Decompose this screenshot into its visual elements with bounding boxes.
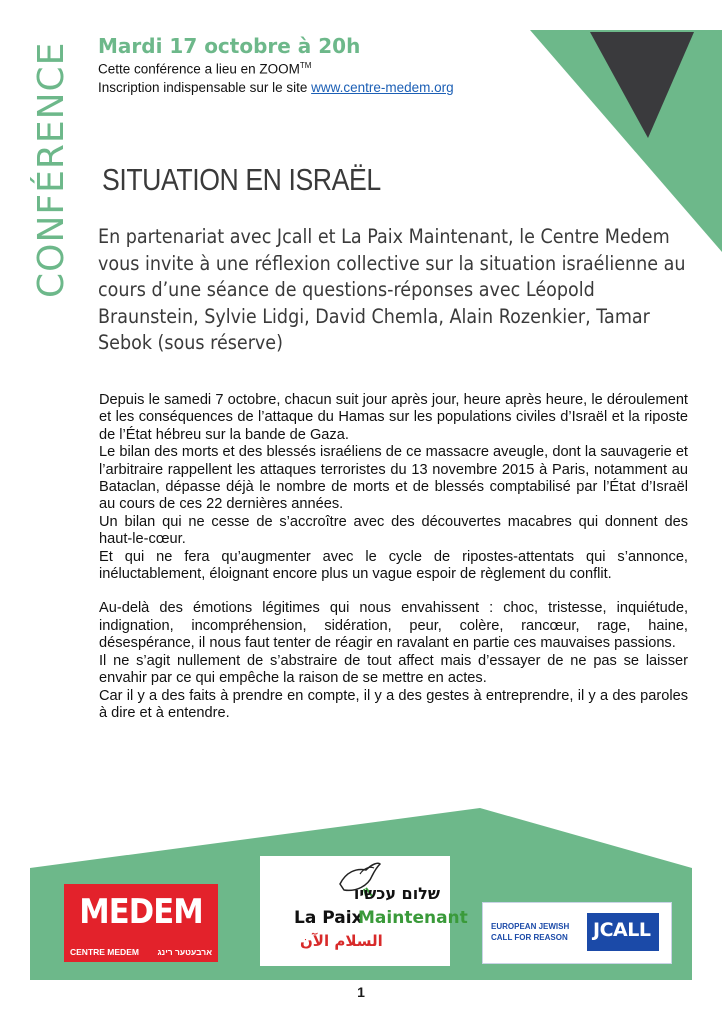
paragraph: Car il y a des faits à prendre en compte, il y a des gestes à entreprendre, il y a des paroles à dire et à entendre. xyxy=(99,687,688,721)
jcall-mark xyxy=(587,913,659,951)
paragraph: Au-delà des émotions légitimes qui nous envahissent : choc, tristesse, inquiétude, indignation, incompréhension, sidération, peur, colère, rancœur, rage, haine, désespérance, il nous faut tenter de réagir en ravalant en partie ces mauvaises passions. xyxy=(99,600,688,652)
paix-arabic: السلام الآن xyxy=(300,932,383,950)
page-title: SITUATION EN ISRAËL xyxy=(102,162,381,197)
intro-paragraph: En partenariat avec Jcall et La Paix Maintenant, le Centre Medem vous invite à une réflexion collective sur la situation israélienne au cours d’une séance de questions-réponses avec Léopold Braunstein, Sylvie Lidgi, David Chemla, Alain Rozenkier, Tamar Sebok (sous réserve) xyxy=(98,225,686,354)
paragraph: Il ne s’agit nullement de s’abstraire de tout affect mais d’essayer de ne pas se laisser envahir par ce qui empêche la raison de se mettre en actes. xyxy=(99,652,688,687)
jcall-logo xyxy=(482,902,672,964)
registration-text: Inscription indispensable sur le site xyxy=(98,80,312,95)
medem-logo-caption: CENTRE MEDEM xyxy=(70,947,139,957)
medem-logo xyxy=(64,884,218,962)
paix-hebrew: שלום עכשיו xyxy=(353,884,440,903)
zoom-text: Cette conférence a lieu en ZOOM xyxy=(98,61,300,77)
jcall-mark-text: JCALL xyxy=(593,919,651,941)
jcall-line1: EUROPEAN JEWISH xyxy=(491,922,570,931)
white-notch-bottom-right xyxy=(692,860,722,980)
paix-maintenant-logo xyxy=(260,856,468,966)
medem-logo-main: MEDEM xyxy=(79,892,203,932)
paragraph: Un bilan qui ne cesse de s’accroître avec des découvertes macabres qui donnent des haut-le-cœur. xyxy=(99,513,688,548)
zoom-info xyxy=(98,61,311,77)
vertical-conference-label: CONFÉRENCE xyxy=(31,41,72,298)
paix-line1: La Paix xyxy=(294,908,363,928)
registration-info xyxy=(98,80,454,95)
body-text xyxy=(99,392,688,722)
paragraph: Le bilan des morts et des blessés israéliens de ce massacre aveugle, dont la sauvagerie et l’arbitraire rappellent les attaques terroristes du 13 novembre 2015 à Paris, notamment au Bataclan, dépasse déjà le nombre de morts et de blessés comptabilisé par l’État d’Israël au cours de ces 22 dernières années. xyxy=(99,444,688,513)
trademark: TM xyxy=(299,61,312,70)
event-date: Mardi 17 octobre à 20h xyxy=(98,34,361,58)
paix-line2: Maintenant xyxy=(358,908,468,928)
registration-link[interactable]: www.centre-medem.org xyxy=(311,80,454,95)
paragraph: Et qui ne fera qu’augmenter avec le cycle de ripostes-attentats qui s’annonce, inéluctablement, éloignant encore plus un vague espoir de règlement du conflit. xyxy=(99,548,688,583)
jcall-line2: CALL FOR REASON xyxy=(491,933,568,942)
paragraph: Depuis le samedi 7 octobre, chacun suit jour après jour, heure après heure, le déroulement et les conséquences de l’attaque du Hamas sur les populations civiles d’Israël et la riposte de l’État hébreu sur la bande de Gaza. xyxy=(99,392,688,443)
medem-logo-yiddish: ארבעטער רינג xyxy=(157,947,212,957)
page-number: 1 xyxy=(357,984,365,1000)
